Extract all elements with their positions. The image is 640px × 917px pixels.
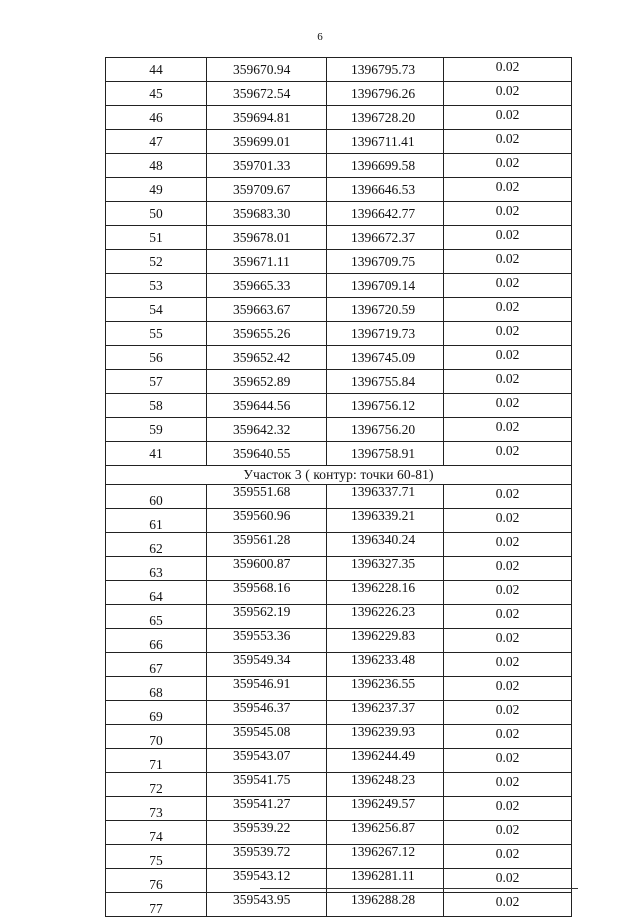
point-number-cell: 55: [106, 322, 207, 346]
table-row: [106, 82, 572, 106]
table-row: [106, 298, 572, 322]
coord-y-cell: 1396327.35: [327, 557, 444, 581]
precision-cell: 0.02: [444, 250, 572, 274]
table-row: [106, 821, 572, 845]
precision-cell: 0.02: [444, 298, 572, 322]
table-row: [106, 677, 572, 701]
coord-x-cell: 359694.81: [207, 106, 327, 130]
point-number-cell: 73: [106, 797, 207, 821]
coord-x-cell: 359644.56: [207, 394, 327, 418]
coord-y-cell: 1396236.55: [327, 677, 444, 701]
precision-cell: 0.02: [444, 797, 572, 821]
point-number-cell: 53: [106, 274, 207, 298]
precision-cell: 0.02: [444, 274, 572, 298]
precision-cell: 0.02: [444, 154, 572, 178]
bottom-divider: [260, 888, 578, 889]
coord-x-cell: 359543.07: [207, 749, 327, 773]
precision-cell: 0.02: [444, 557, 572, 581]
point-number-cell: 57: [106, 370, 207, 394]
coord-x-cell: 359545.08: [207, 725, 327, 749]
precision-cell: 0.02: [444, 893, 572, 917]
precision-cell: 0.02: [444, 701, 572, 725]
coord-y-cell: 1396699.58: [327, 154, 444, 178]
precision-cell: 0.02: [444, 821, 572, 845]
precision-cell: 0.02: [444, 869, 572, 893]
precision-cell: 0.02: [444, 725, 572, 749]
coord-x-cell: 359683.30: [207, 202, 327, 226]
section-title: Участок 3 ( контур: точки 60-81): [106, 466, 572, 485]
table-row: [106, 725, 572, 749]
table-row: [106, 701, 572, 725]
table-row: [106, 154, 572, 178]
point-number-cell: 72: [106, 773, 207, 797]
coord-y-cell: 1396229.83: [327, 629, 444, 653]
coord-x-cell: 359655.26: [207, 322, 327, 346]
coord-x-cell: 359600.87: [207, 557, 327, 581]
point-number-cell: 48: [106, 154, 207, 178]
coord-x-cell: 359642.32: [207, 418, 327, 442]
coord-x-cell: 359553.36: [207, 629, 327, 653]
precision-cell: 0.02: [444, 533, 572, 557]
point-number-cell: 45: [106, 82, 207, 106]
table-row: [106, 106, 572, 130]
point-number-cell: 75: [106, 845, 207, 869]
coord-y-cell: 1396249.57: [327, 797, 444, 821]
coord-x-cell: 359551.68: [207, 485, 327, 509]
table-row: [106, 226, 572, 250]
coord-x-cell: 359546.91: [207, 677, 327, 701]
point-number-cell: 69: [106, 701, 207, 725]
coord-x-cell: 359652.89: [207, 370, 327, 394]
table-row: [106, 485, 572, 509]
point-number-cell: 46: [106, 106, 207, 130]
coord-y-cell: 1396709.14: [327, 274, 444, 298]
coord-y-cell: 1396646.53: [327, 178, 444, 202]
coord-x-cell: 359671.11: [207, 250, 327, 274]
section-1-rows: [106, 58, 572, 466]
table-row: [106, 653, 572, 677]
coord-x-cell: 359568.16: [207, 581, 327, 605]
coord-x-cell: 359699.01: [207, 130, 327, 154]
coord-y-cell: 1396709.75: [327, 250, 444, 274]
precision-cell: 0.02: [444, 370, 572, 394]
point-number-cell: 58: [106, 394, 207, 418]
table-row: [106, 581, 572, 605]
coord-x-cell: 359672.54: [207, 82, 327, 106]
coord-x-cell: 359663.67: [207, 298, 327, 322]
coord-y-cell: 1396226.23: [327, 605, 444, 629]
coord-y-cell: 1396719.73: [327, 322, 444, 346]
coord-y-cell: 1396228.16: [327, 581, 444, 605]
coord-y-cell: 1396256.87: [327, 821, 444, 845]
point-number-cell: 77: [106, 893, 207, 917]
precision-cell: 0.02: [444, 773, 572, 797]
point-number-cell: 49: [106, 178, 207, 202]
coord-y-cell: 1396340.24: [327, 533, 444, 557]
table-row: [106, 509, 572, 533]
precision-cell: 0.02: [444, 130, 572, 154]
page-number: 6: [317, 31, 323, 43]
precision-cell: 0.02: [444, 106, 572, 130]
point-number-cell: 59: [106, 418, 207, 442]
coord-y-cell: 1396339.21: [327, 509, 444, 533]
coord-y-cell: 1396711.41: [327, 130, 444, 154]
coord-x-cell: 359541.75: [207, 773, 327, 797]
point-number-cell: 54: [106, 298, 207, 322]
point-number-cell: 66: [106, 629, 207, 653]
table-row: [106, 130, 572, 154]
point-number-cell: 71: [106, 749, 207, 773]
coordinates-table: [105, 57, 572, 917]
precision-cell: 0.02: [444, 509, 572, 533]
table-row: [106, 557, 572, 581]
table-row: [106, 250, 572, 274]
table-row: [106, 749, 572, 773]
coord-x-cell: 359652.42: [207, 346, 327, 370]
point-number-cell: 67: [106, 653, 207, 677]
table-row: [106, 178, 572, 202]
coord-y-cell: 1396239.93: [327, 725, 444, 749]
coord-y-cell: 1396237.37: [327, 701, 444, 725]
coord-y-cell: 1396248.23: [327, 773, 444, 797]
coord-y-cell: 1396281.11: [327, 869, 444, 893]
coord-y-cell: 1396756.12: [327, 394, 444, 418]
coord-y-cell: 1396233.48: [327, 653, 444, 677]
table-row: [106, 322, 572, 346]
coord-x-cell: 359561.28: [207, 533, 327, 557]
point-number-cell: 64: [106, 581, 207, 605]
coord-y-cell: 1396642.77: [327, 202, 444, 226]
coord-x-cell: 359543.12: [207, 869, 327, 893]
coord-x-cell: 359539.72: [207, 845, 327, 869]
precision-cell: 0.02: [444, 226, 572, 250]
point-number-cell: 50: [106, 202, 207, 226]
section-title-row: [106, 466, 572, 485]
table-row: [106, 629, 572, 653]
point-number-cell: 51: [106, 226, 207, 250]
coord-x-cell: 359670.94: [207, 58, 327, 82]
coord-y-cell: 1396758.91: [327, 442, 444, 466]
coord-x-cell: 359665.33: [207, 274, 327, 298]
point-number-cell: 68: [106, 677, 207, 701]
table-row: [106, 533, 572, 557]
coord-y-cell: 1396755.84: [327, 370, 444, 394]
table-row: [106, 370, 572, 394]
coord-y-cell: 1396288.28: [327, 893, 444, 917]
point-number-cell: 56: [106, 346, 207, 370]
section-2-header: [106, 466, 572, 485]
precision-cell: 0.02: [444, 629, 572, 653]
table-row: [106, 845, 572, 869]
table-row: [106, 442, 572, 466]
coord-x-cell: 359539.22: [207, 821, 327, 845]
precision-cell: 0.02: [444, 346, 572, 370]
table-row: [106, 394, 572, 418]
precision-cell: 0.02: [444, 418, 572, 442]
precision-cell: 0.02: [444, 442, 572, 466]
coord-x-cell: 359701.33: [207, 154, 327, 178]
coord-x-cell: 359640.55: [207, 442, 327, 466]
coord-y-cell: 1396745.09: [327, 346, 444, 370]
point-number-cell: 74: [106, 821, 207, 845]
coord-y-cell: 1396796.26: [327, 82, 444, 106]
coord-x-cell: 359546.37: [207, 701, 327, 725]
coord-y-cell: 1396795.73: [327, 58, 444, 82]
precision-cell: 0.02: [444, 581, 572, 605]
precision-cell: 0.02: [444, 202, 572, 226]
coord-y-cell: 1396672.37: [327, 226, 444, 250]
coord-x-cell: 359543.95: [207, 893, 327, 917]
point-number-cell: 63: [106, 557, 207, 581]
table-row: [106, 797, 572, 821]
coord-y-cell: 1396728.20: [327, 106, 444, 130]
precision-cell: 0.02: [444, 749, 572, 773]
coord-y-cell: 1396337.71: [327, 485, 444, 509]
point-number-cell: 47: [106, 130, 207, 154]
point-number-cell: 61: [106, 509, 207, 533]
precision-cell: 0.02: [444, 677, 572, 701]
table-row: [106, 605, 572, 629]
point-number-cell: 70: [106, 725, 207, 749]
precision-cell: 0.02: [444, 82, 572, 106]
precision-cell: 0.02: [444, 653, 572, 677]
coord-y-cell: 1396720.59: [327, 298, 444, 322]
coord-x-cell: 359562.19: [207, 605, 327, 629]
point-number-cell: 60: [106, 485, 207, 509]
precision-cell: 0.02: [444, 178, 572, 202]
precision-cell: 0.02: [444, 394, 572, 418]
table-row: [106, 202, 572, 226]
precision-cell: 0.02: [444, 322, 572, 346]
precision-cell: 0.02: [444, 605, 572, 629]
table-row: [106, 773, 572, 797]
point-number-cell: 62: [106, 533, 207, 557]
coord-x-cell: 359709.67: [207, 178, 327, 202]
table-row: [106, 274, 572, 298]
coord-y-cell: 1396267.12: [327, 845, 444, 869]
coord-x-cell: 359549.34: [207, 653, 327, 677]
table-row: [106, 58, 572, 82]
precision-cell: 0.02: [444, 845, 572, 869]
coord-x-cell: 359541.27: [207, 797, 327, 821]
point-number-cell: 44: [106, 58, 207, 82]
point-number-cell: 65: [106, 605, 207, 629]
point-number-cell: 76: [106, 869, 207, 893]
precision-cell: 0.02: [444, 485, 572, 509]
section-2-rows: [106, 485, 572, 917]
coord-y-cell: 1396244.49: [327, 749, 444, 773]
coord-y-cell: 1396756.20: [327, 418, 444, 442]
point-number-cell: 52: [106, 250, 207, 274]
table-row: [106, 418, 572, 442]
point-number-cell: 41: [106, 442, 207, 466]
coord-x-cell: 359560.96: [207, 509, 327, 533]
table-row: [106, 346, 572, 370]
precision-cell: 0.02: [444, 58, 572, 82]
coord-x-cell: 359678.01: [207, 226, 327, 250]
